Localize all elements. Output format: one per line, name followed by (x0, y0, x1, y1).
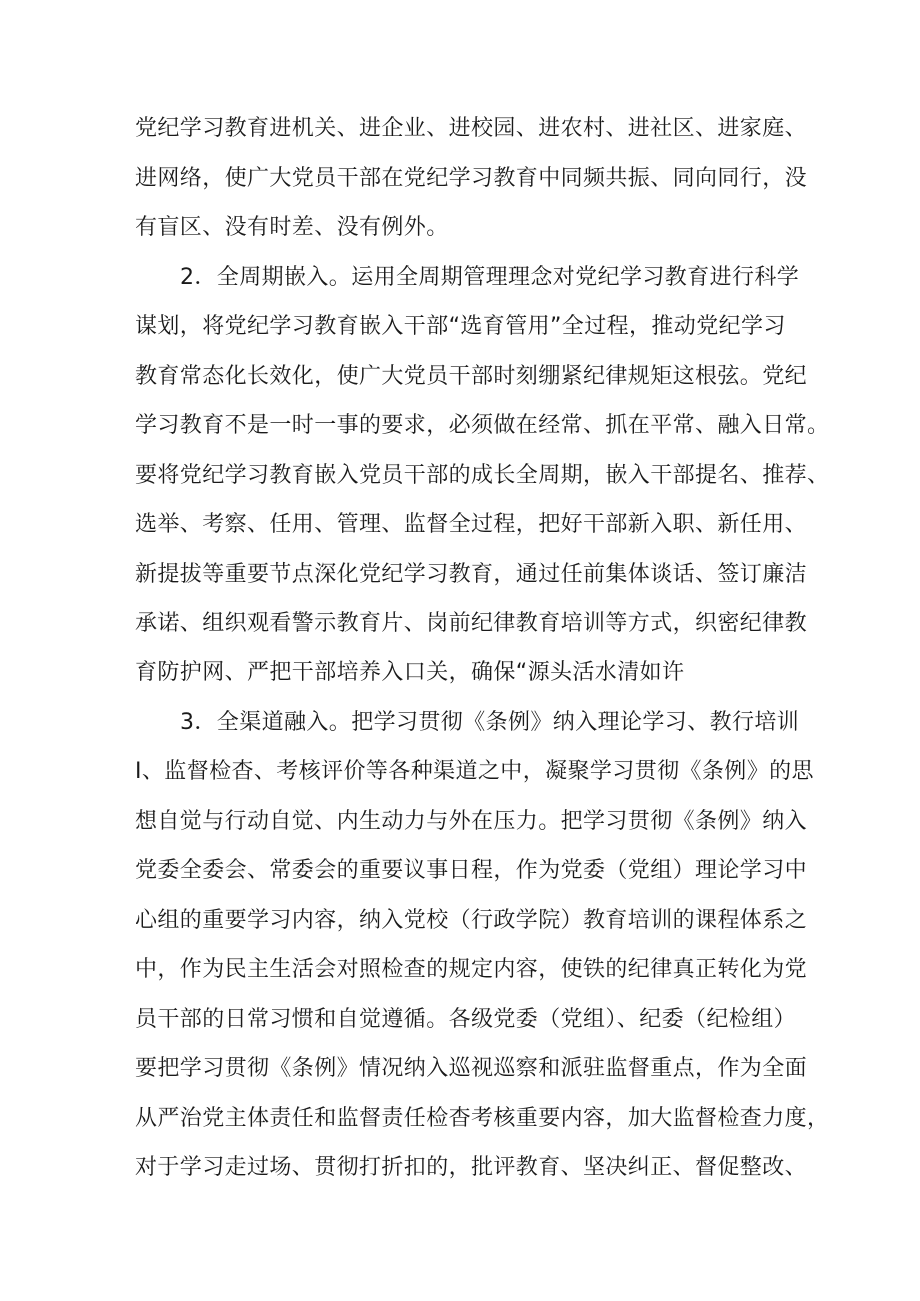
text-line: I、监督检杳、考核评价等各种渠道之中，凝聚学习贯彻《条例》的思 (135, 759, 814, 784)
text-line: 进网络，使广大党员干部在党纪学习教育中同频共振、同向同行，没 (135, 166, 808, 191)
text-line: 党委全委会、常委会的重要议事日程，作为党委（党组）理论学习中 (135, 858, 808, 883)
text-line: 员干部的日常习惯和自觉遵循。各级党委（党组）、纪委（纪检组） (135, 1007, 797, 1032)
text-line: 3．全渠道融入。把学习贯彻《条例》纳入理论学习、教行培训 (180, 710, 800, 735)
text-line: 要将党纪学习教育嵌入党员干部的成长全周期，嵌入干部提名、推荐、 (135, 463, 830, 488)
text-line: 要把学习贯彻《条例》情况纳入巡视巡察和派驻监督重点，作为全面 (135, 1056, 808, 1081)
text-line: 心组的重要学习内容，纳入党校（行政学院）教育培训的课程体系之 (135, 908, 808, 933)
text-line: 谋划，将党纪学习教育嵌入干部“选育管用”全过程，推动党纪学习 (135, 314, 786, 339)
text-line: 承诺、组织观看警示教育片、岗前纪律教育培训等方式，织密纪律教 (135, 611, 808, 636)
text-line: 选举、考察、任用、管理、监督全过程，把好干部新入职、新任用、 (135, 512, 808, 537)
text-line: 从严治党主体责任和监督责任检杳考核重要内容，加大监督检查力度， (135, 1106, 830, 1131)
text-line: 学习教育不是一时一事的要求，必须做在经常、抓在平常、融入日常。 (135, 413, 830, 438)
text-line: 对于学习走过场、贯彻打折扣的，批评教育、坚决纠正、督促整改、 (135, 1155, 808, 1180)
text-line: 教育常态化长效化，使广大党员干部时刻绷紧纪律规矩这根弦。党纪 (135, 364, 808, 389)
text-line: 育防护网、严把干部培养入口关，确保“源头活水清如许 (135, 660, 685, 685)
text-line: 2．全周期嵌入。运用全周期管理理念对党纪学习教育进行科学 (180, 265, 800, 290)
text-line: 想自觉与行动自觉、内生动力与外在压力。把学习贯彻《条例》纳入 (135, 809, 808, 834)
text-line: 有盲区、没有时差、没有例外。 (135, 215, 449, 240)
text-line: 新提拔等重要节点深化党纪学习教育，通过任前集体谈话、签订廉洁 (135, 562, 808, 587)
text-line: 中，作为民主生活会对照检查的规定内容，使铁的纪律真正转化为党 (135, 957, 808, 982)
text-line: 党纪学习教育进机关、进企业、进校园、进农村、进社区、进家庭、 (135, 116, 808, 141)
